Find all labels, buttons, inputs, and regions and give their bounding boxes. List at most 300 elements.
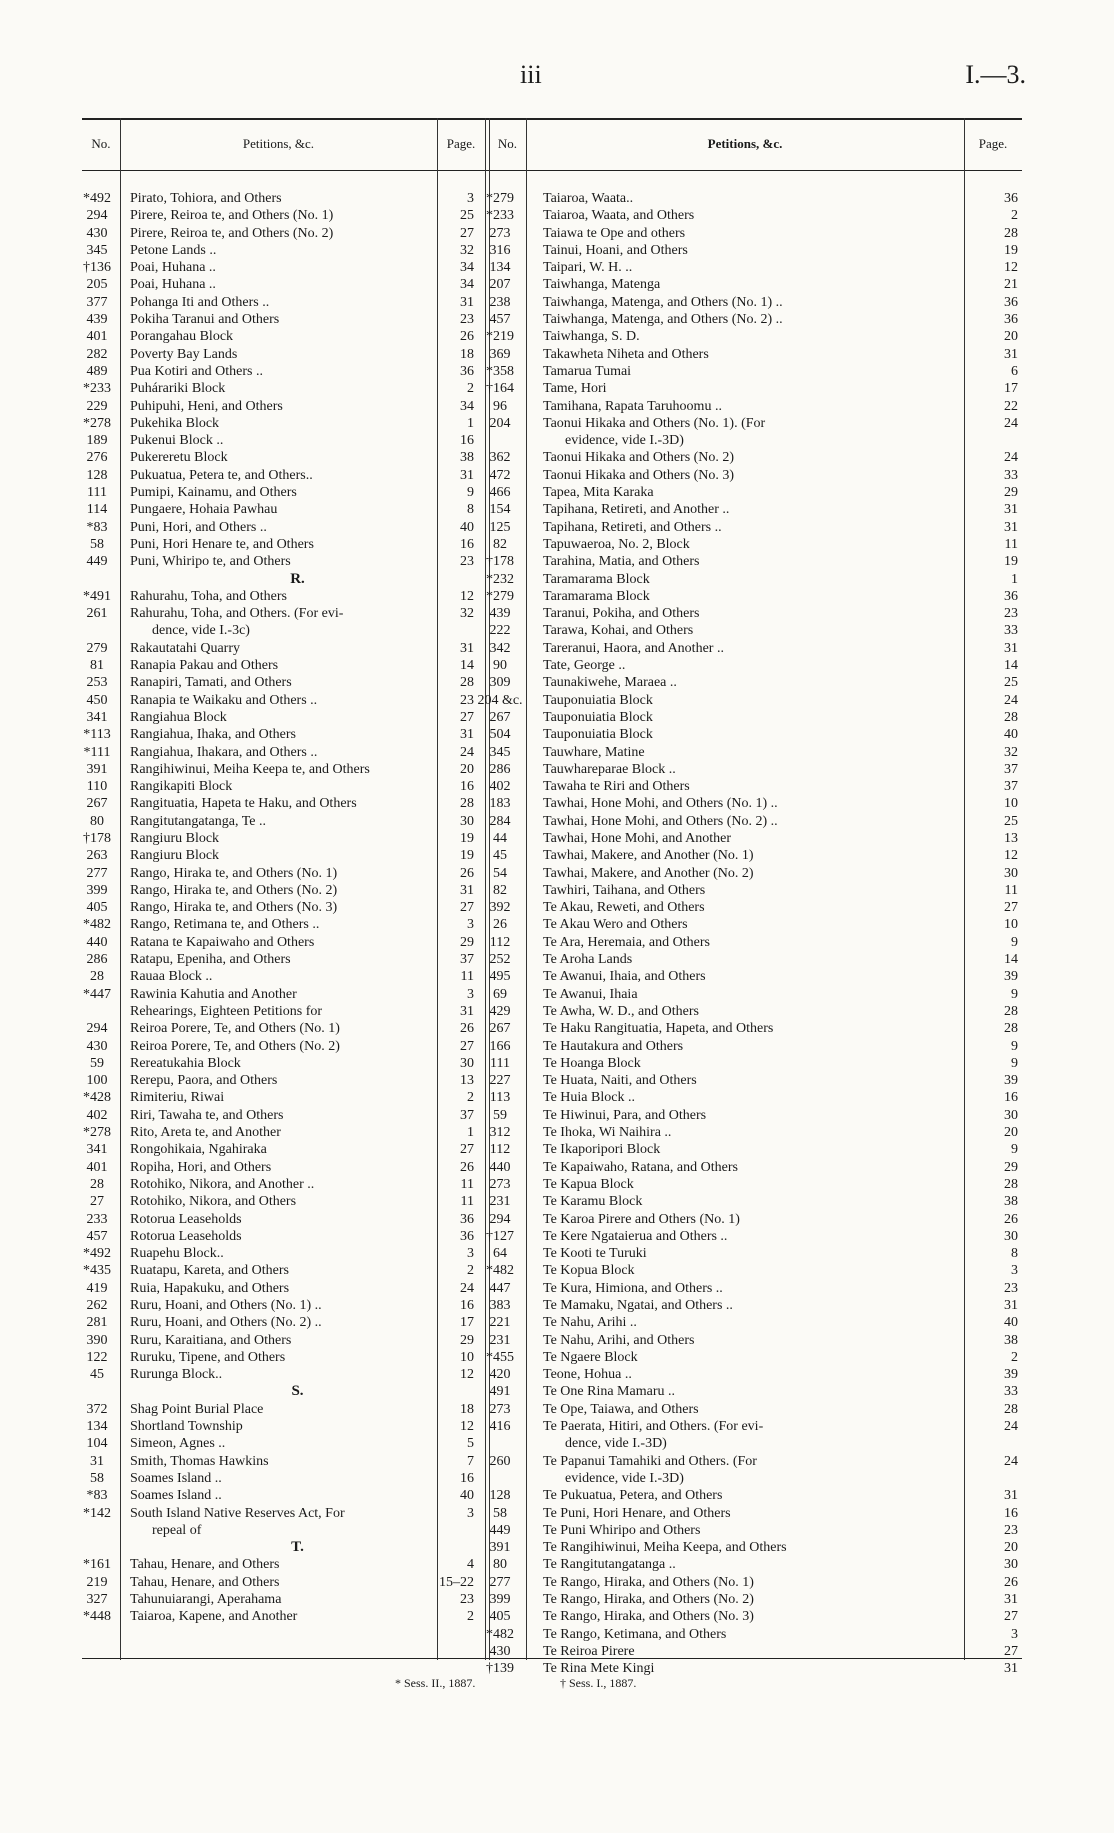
petition-number: 166 <box>489 1038 511 1054</box>
petition-name: Taunakiwehe, Maraea .. <box>543 675 677 691</box>
page-reference: 39 <box>1004 1367 1018 1383</box>
table-row <box>70 1159 485 1176</box>
table-row <box>473 899 1022 916</box>
page-reference: 40 <box>460 1488 474 1504</box>
page-reference: 28 <box>1004 1021 1018 1037</box>
page-reference: 8 <box>467 502 474 518</box>
petition-number: 219 <box>86 1574 108 1590</box>
table-row <box>70 830 485 847</box>
page-reference: 32 <box>460 606 474 622</box>
page-reference: 9 <box>1011 934 1018 950</box>
table-row <box>473 346 1022 363</box>
table-row <box>473 968 1022 985</box>
petition-number: 273 <box>489 225 511 241</box>
petition-number: *83 <box>86 1488 108 1504</box>
table-row <box>473 674 1022 691</box>
page-reference: 30 <box>1004 1557 1018 1573</box>
page-reference: 16 <box>460 779 474 795</box>
table-row <box>473 1107 1022 1124</box>
page-reference: 2 <box>467 1263 474 1279</box>
petition-number: 112 <box>489 934 511 950</box>
page-reference: 2 <box>1011 208 1018 224</box>
petition-name: Shortland Township <box>130 1419 243 1435</box>
page-reference: 13 <box>1004 830 1018 846</box>
table-row <box>70 899 485 916</box>
petition-number: 390 <box>86 1332 108 1348</box>
petition-number: *482 <box>486 1263 514 1279</box>
table-row <box>70 1435 485 1452</box>
table-row <box>473 363 1022 380</box>
petition-number: 267 <box>489 709 511 725</box>
petition-number: 28 <box>90 1176 104 1192</box>
petition-name: Ruapehu Block.. <box>130 1246 224 1262</box>
petition-name: Ranapia Pakau and Others <box>130 658 279 674</box>
petition-number: 447 <box>489 1280 511 1296</box>
table-row <box>70 605 485 622</box>
petition-name: Ruia, Hapakuku, and Others <box>130 1280 290 1296</box>
page-reference: 29 <box>460 934 474 950</box>
document-reference: I.—3. <box>965 60 1026 89</box>
table-row <box>70 536 485 553</box>
table-row <box>70 1505 485 1522</box>
petition-name: Rango, Hiraka te, and Others (No. 2) <box>130 882 338 898</box>
petition-name: Rahurahu, Toha, and Others <box>130 588 288 604</box>
table-row <box>70 467 485 484</box>
petition-number: 440 <box>489 1159 511 1175</box>
page-reference: 23 <box>460 554 474 570</box>
petition-number: 327 <box>86 1592 108 1608</box>
page-reference: 28 <box>460 796 474 812</box>
page-reference: 15–22 <box>439 1574 474 1590</box>
petition-number: *448 <box>83 1609 111 1625</box>
petition-number: 401 <box>86 329 108 345</box>
page-reference: 31 <box>460 467 474 483</box>
table-row <box>473 1435 1022 1452</box>
petition-number: 316 <box>489 242 511 258</box>
petition-name: Puni, Hori Henare te, and Others <box>130 536 314 552</box>
petition-number: 58 <box>90 536 104 552</box>
petition-number: 439 <box>86 312 108 328</box>
table-row <box>473 553 1022 570</box>
petition-number: *482 <box>83 917 111 933</box>
petition-name: Ruru, Hoani, and Others (No. 2) .. <box>130 1315 322 1331</box>
page-reference: 28 <box>1004 225 1018 241</box>
petition-name: Ratana te Kapaiwaho and Others <box>130 934 315 950</box>
petition-name: Riri, Tawaha te, and Others <box>130 1107 284 1123</box>
petition-number: 372 <box>86 1401 108 1417</box>
page-reference: 26 <box>1004 1211 1018 1227</box>
petition-name: Rango, Hiraka te, and Others (No. 3) <box>130 900 338 916</box>
petition-name: Tapihana, Retireti, and Another .. <box>543 502 730 518</box>
table-row <box>70 398 485 415</box>
petition-number: 430 <box>489 1643 511 1659</box>
petition-number: 457 <box>86 1228 108 1244</box>
table-row <box>70 1314 485 1331</box>
table-row <box>70 692 485 709</box>
page-reference: 27 <box>460 225 474 241</box>
table-row <box>473 640 1022 657</box>
petition-number: 207 <box>489 277 511 293</box>
right-column <box>473 190 1022 1678</box>
petition-name: Taiwhanga, Matenga, and Others (No. 1) .. <box>543 294 783 310</box>
table-row <box>70 622 485 639</box>
page-reference: 27 <box>460 709 474 725</box>
petition-name: Rurunga Block.. <box>130 1367 223 1383</box>
petition-name: South Island Native Reserves Act, For <box>130 1505 345 1521</box>
petition-number: *492 <box>83 191 111 206</box>
petition-number: *279 <box>486 588 514 604</box>
table-row <box>473 536 1022 553</box>
table-row <box>473 1556 1022 1573</box>
table-row <box>473 1314 1022 1331</box>
petition-number: †139 <box>486 1661 514 1677</box>
petition-number: *278 <box>83 415 111 431</box>
page-reference: 36 <box>1004 294 1018 310</box>
page-reference: 33 <box>1004 467 1018 483</box>
col-header-page: Page. <box>446 136 476 151</box>
petition-number: 28 <box>90 969 104 985</box>
petition-number: 399 <box>86 882 108 898</box>
petition-name: Puni, Hori, and Others .. <box>130 519 267 535</box>
petition-name: Tahau, Henare, and Others <box>130 1557 280 1573</box>
petition-number: 204 <box>489 415 511 431</box>
page-reference: 23 <box>1004 1280 1018 1296</box>
table-row <box>70 968 485 985</box>
petition-name: Te Mamaku, Ngatai, and Others .. <box>543 1298 733 1313</box>
table-row <box>70 363 485 380</box>
petition-number: *111 <box>83 744 111 760</box>
petition-name: Te Pukuatua, Petera, and Others <box>543 1488 723 1504</box>
petition-number: 263 <box>86 848 108 864</box>
table-row <box>70 501 485 518</box>
petition-name: Te Nahu, Arihi .. <box>543 1315 637 1331</box>
table-row <box>70 225 485 242</box>
page-reference: 29 <box>460 1332 474 1348</box>
petition-name: Te Akau Wero and Others <box>543 917 688 933</box>
page-reference: 9 <box>1011 1038 1018 1054</box>
page-reference: 20 <box>460 761 474 777</box>
petition-number: 491 <box>489 1384 511 1400</box>
table-row <box>70 1608 485 1625</box>
petition-name: Te Awha, W. D., and Others <box>543 1003 699 1019</box>
page-reference: 25 <box>1004 675 1018 691</box>
table-row <box>70 1487 485 1504</box>
petition-name: Te Ihoka, Wi Naihira .. <box>543 1125 672 1141</box>
petition-name: Te Hautakura and Others <box>543 1038 684 1054</box>
petition-number: *279 <box>486 191 514 206</box>
petition-name: Te Rango, Hiraka, and Others (No. 3) <box>543 1609 754 1625</box>
petition-number: *142 <box>83 1505 111 1521</box>
page-reference: 39 <box>1004 969 1018 985</box>
page-reference: 30 <box>1004 1228 1018 1244</box>
page-reference: 24 <box>1004 415 1018 431</box>
page-reference: 9 <box>1011 1142 1018 1158</box>
petition-name: Te Ope, Taiawa, and Others <box>543 1401 699 1417</box>
petition-name: Tahau, Henare, and Others <box>130 1574 280 1590</box>
section-letter: R. <box>290 570 305 587</box>
page-reference: 32 <box>1004 744 1018 760</box>
petition-number: 238 <box>489 294 511 310</box>
table-row <box>473 1297 1022 1314</box>
petition-number: 111 <box>490 1055 510 1071</box>
table-row <box>70 916 485 933</box>
petition-name: Puhipuhi, Heni, and Others <box>130 398 283 414</box>
petition-number: 286 <box>86 952 108 968</box>
page-reference: 3 <box>467 986 474 1002</box>
petition-name: Te Huia Block .. <box>543 1090 635 1106</box>
petition-number: 125 <box>489 519 511 535</box>
page-reference: 11 <box>1004 882 1018 898</box>
page-reference: 38 <box>1004 1194 1018 1210</box>
petition-number: 104 <box>86 1436 108 1452</box>
petition-name: Reiroa Porere, Te, and Others (No. 2) <box>130 1038 340 1054</box>
table-row <box>70 882 485 899</box>
petition-number: †164 <box>486 381 514 397</box>
page-reference: 36 <box>460 1211 474 1227</box>
petition-number: †136 <box>83 260 111 276</box>
page-reference: 27 <box>1004 900 1018 916</box>
table-row <box>473 622 1022 639</box>
footnote-session-1: † Sess. I., 1887. <box>560 1676 637 1690</box>
petition-number: 261 <box>86 606 108 622</box>
petition-number: 128 <box>86 467 108 483</box>
petition-name: Puni, Whiripo te, and Others <box>130 554 291 570</box>
petition-name: Te Haku Rangituatia, Hapeta, and Others <box>543 1021 774 1037</box>
petition-name: Ratapu, Epeniha, and Others <box>130 952 291 968</box>
petition-name: Tauponuiatia Block <box>543 709 653 725</box>
petition-name: Te Karoa Pirere and Others (No. 1) <box>543 1211 740 1227</box>
table-row <box>473 1660 1022 1677</box>
petition-name: Te Awanui, Ihaia <box>543 986 638 1002</box>
page-reference: 3 <box>467 191 474 206</box>
petition-number: 233 <box>86 1211 108 1227</box>
page-reference: 9 <box>1011 986 1018 1002</box>
page-reference: 3 <box>1011 1263 1018 1279</box>
table-row <box>70 207 485 224</box>
petition-number: 430 <box>86 1038 108 1054</box>
petition-number: *428 <box>83 1090 111 1106</box>
petition-name: Te Rango, Hiraka, and Others (No. 1) <box>543 1574 754 1590</box>
page-reference: 36 <box>1004 588 1018 604</box>
petition-number: *233 <box>83 381 111 397</box>
petition-name: Teone, Hohua .. <box>543 1367 632 1383</box>
petition-name: Ruruku, Tipene, and Others <box>130 1349 286 1365</box>
page-reference: 14 <box>460 658 474 674</box>
petition-number: 362 <box>489 450 511 466</box>
petition-name: Puhárariki Block <box>130 381 226 397</box>
page-reference: 24 <box>1004 692 1018 708</box>
petition-number: 122 <box>86 1349 108 1365</box>
table-row <box>70 1072 485 1089</box>
petition-name: Poai, Huhana .. <box>130 260 216 276</box>
petition-number: 342 <box>489 640 511 656</box>
table-row <box>70 328 485 345</box>
page-reference: 27 <box>460 1142 474 1158</box>
page-reference: 40 <box>1004 1315 1018 1331</box>
page-reference: 11 <box>460 1176 474 1192</box>
table-row <box>70 1003 485 1020</box>
table-row <box>70 415 485 432</box>
page-reference: 38 <box>460 450 474 466</box>
petition-name: Rangihiwinui, Meiha Keepa te, and Others <box>130 761 370 777</box>
table-row <box>70 934 485 951</box>
page-reference: 11 <box>460 1194 474 1210</box>
petition-name: Taiwhanga, Matenga, and Others (No. 2) .. <box>543 312 783 328</box>
page-reference: 12 <box>1004 260 1018 276</box>
table-row <box>473 1176 1022 1193</box>
table-row <box>473 1055 1022 1072</box>
page-reference: 24 <box>460 744 474 760</box>
petition-number: 495 <box>489 969 511 985</box>
table-row <box>70 1332 485 1349</box>
page-reference: 3 <box>1011 1626 1018 1642</box>
table-row <box>473 726 1022 743</box>
page-reference: 14 <box>1004 952 1018 968</box>
table-row <box>473 242 1022 259</box>
page-reference: 3 <box>467 917 474 933</box>
petition-name: Tawhai, Makere, and Another (No. 1) <box>543 848 754 864</box>
petition-name: Te Rango, Hiraka, and Others (No. 2) <box>543 1592 754 1608</box>
petition-name: Pungaere, Hohaia Pawhau <box>130 502 278 518</box>
table-row <box>473 484 1022 501</box>
table-row <box>473 882 1022 899</box>
page-reference: 2 <box>467 1090 474 1106</box>
petition-name: Te Aroha Lands <box>543 952 633 968</box>
page-reference: 20 <box>1004 1540 1018 1556</box>
petition-number: 294 <box>86 208 108 224</box>
petition-number: 112 <box>489 1142 511 1158</box>
page-reference: 32 <box>460 242 474 258</box>
col-header-no: No. <box>91 136 111 151</box>
petition-name: Rangiahua, Ihakara, and Others .. <box>130 744 318 760</box>
page-reference: 10 <box>460 1349 474 1365</box>
petition-number: 82 <box>493 882 507 898</box>
page-reference: 36 <box>460 1228 474 1244</box>
petition-name: Takawheta Niheta and Others <box>543 346 709 362</box>
petition-number: 472 <box>489 467 511 483</box>
page-reference: 27 <box>1004 1609 1018 1625</box>
table-row <box>473 1141 1022 1158</box>
table-row <box>70 1228 485 1245</box>
page-reference: 14 <box>1004 658 1018 674</box>
petition-number: †178 <box>486 554 514 570</box>
page-reference: 4 <box>467 1557 474 1573</box>
col-header-petitions: Petitions, &c. <box>707 136 783 151</box>
petition-name: Tawhai, Hone Mohi, and Others (No. 1) .. <box>543 796 778 812</box>
table-row <box>473 1193 1022 1210</box>
petition-name: Rangiahua, Ihaka, and Others <box>130 727 296 743</box>
table-row <box>473 1280 1022 1297</box>
petition-number: 231 <box>489 1332 511 1348</box>
page-reference: 12 <box>460 588 474 604</box>
page-reference: 37 <box>460 1107 474 1123</box>
page-reference: 27 <box>460 900 474 916</box>
table-row <box>473 1401 1022 1418</box>
page-reference: 6 <box>1011 363 1018 379</box>
petition-number: 466 <box>489 485 511 501</box>
petition-name: dence, vide I.-3c) <box>152 623 250 639</box>
petition-name: Rimiteriu, Riwai <box>130 1090 225 1106</box>
page-reference: 31 <box>460 882 474 898</box>
page-reference: 23 <box>460 312 474 328</box>
table-row <box>473 865 1022 882</box>
page-reference: 31 <box>460 727 474 743</box>
petition-name: Rango, Retimana te, and Others .. <box>130 917 320 933</box>
table-row <box>473 847 1022 864</box>
petition-number: 416 <box>489 1419 511 1435</box>
table-row <box>70 276 485 293</box>
petition-name: Rerepu, Paora, and Others <box>130 1073 278 1089</box>
petition-number: *492 <box>83 1246 111 1262</box>
petition-name: Tahunuiarangi, Aperahama <box>130 1592 282 1608</box>
page-reference: 24 <box>1004 1453 1018 1469</box>
page-reference: 25 <box>1004 813 1018 829</box>
page-reference: 30 <box>460 1055 474 1071</box>
table-row <box>70 640 485 657</box>
petition-name: Reiroa Porere, Te, and Others (No. 1) <box>130 1021 340 1037</box>
petition-name: Rahurahu, Toha, and Others. (For evi- <box>130 606 344 622</box>
petition-name: Te Kapua Block <box>543 1176 634 1192</box>
table-row <box>473 1591 1022 1608</box>
petition-number: 96 <box>493 398 507 414</box>
petition-number: 58 <box>90 1470 104 1486</box>
page-reference: 23 <box>1004 606 1018 622</box>
page-reference: 12 <box>460 1367 474 1383</box>
table-row <box>473 1505 1022 1522</box>
petition-name: Te Ngaere Block <box>543 1349 638 1365</box>
page-reference: 11 <box>460 969 474 985</box>
petition-name: Rangitutangatanga, Te .. <box>130 813 267 829</box>
table-row <box>70 1401 485 1418</box>
page-reference: 28 <box>1004 709 1018 725</box>
page-reference: 2 <box>467 1609 474 1625</box>
petition-name: Rakautatahi Quarry <box>130 640 241 656</box>
table-row <box>473 778 1022 795</box>
petition-number: *278 <box>83 1125 111 1141</box>
page-reference: 16 <box>460 433 474 449</box>
petition-number: 276 <box>86 450 108 466</box>
table-row <box>473 294 1022 311</box>
petition-name: Tauwhare, Matine <box>543 744 645 760</box>
petition-name: Te Kere Ngataierua and Others .. <box>543 1228 728 1244</box>
petition-name: Taipari, W. H. .. <box>543 260 633 276</box>
petition-number: 231 <box>489 1194 511 1210</box>
table-row <box>473 1003 1022 1020</box>
page-reference: 26 <box>460 1021 474 1037</box>
petition-name: Pirato, Tohiora, and Others <box>130 191 282 206</box>
petition-number: 80 <box>493 1557 507 1573</box>
petition-name: Te Karamu Block <box>543 1194 643 1210</box>
petition-name: Tate, George .. <box>543 658 626 674</box>
page-reference: 37 <box>1004 761 1018 777</box>
index-table <box>82 118 1022 1677</box>
page-header <box>0 50 1114 90</box>
petition-name: Pukenui Block .. <box>130 433 224 449</box>
table-row <box>70 709 485 726</box>
page-reference: 19 <box>460 848 474 864</box>
petition-number: 252 <box>489 952 511 968</box>
petition-number: 205 <box>86 277 108 293</box>
table-row <box>473 225 1022 242</box>
petition-name: Tawhai, Hone Mohi, and Another <box>543 830 731 846</box>
table-row <box>70 657 485 674</box>
petition-name: Te Nahu, Arihi, and Others <box>543 1332 695 1348</box>
petition-number: 154 <box>489 502 511 518</box>
page-reference: 7 <box>467 1453 474 1469</box>
petition-name: Te Ara, Heremaia, and Others <box>543 934 710 950</box>
table-row <box>70 588 485 605</box>
petition-name: evidence, vide I.-3D) <box>565 1470 684 1486</box>
